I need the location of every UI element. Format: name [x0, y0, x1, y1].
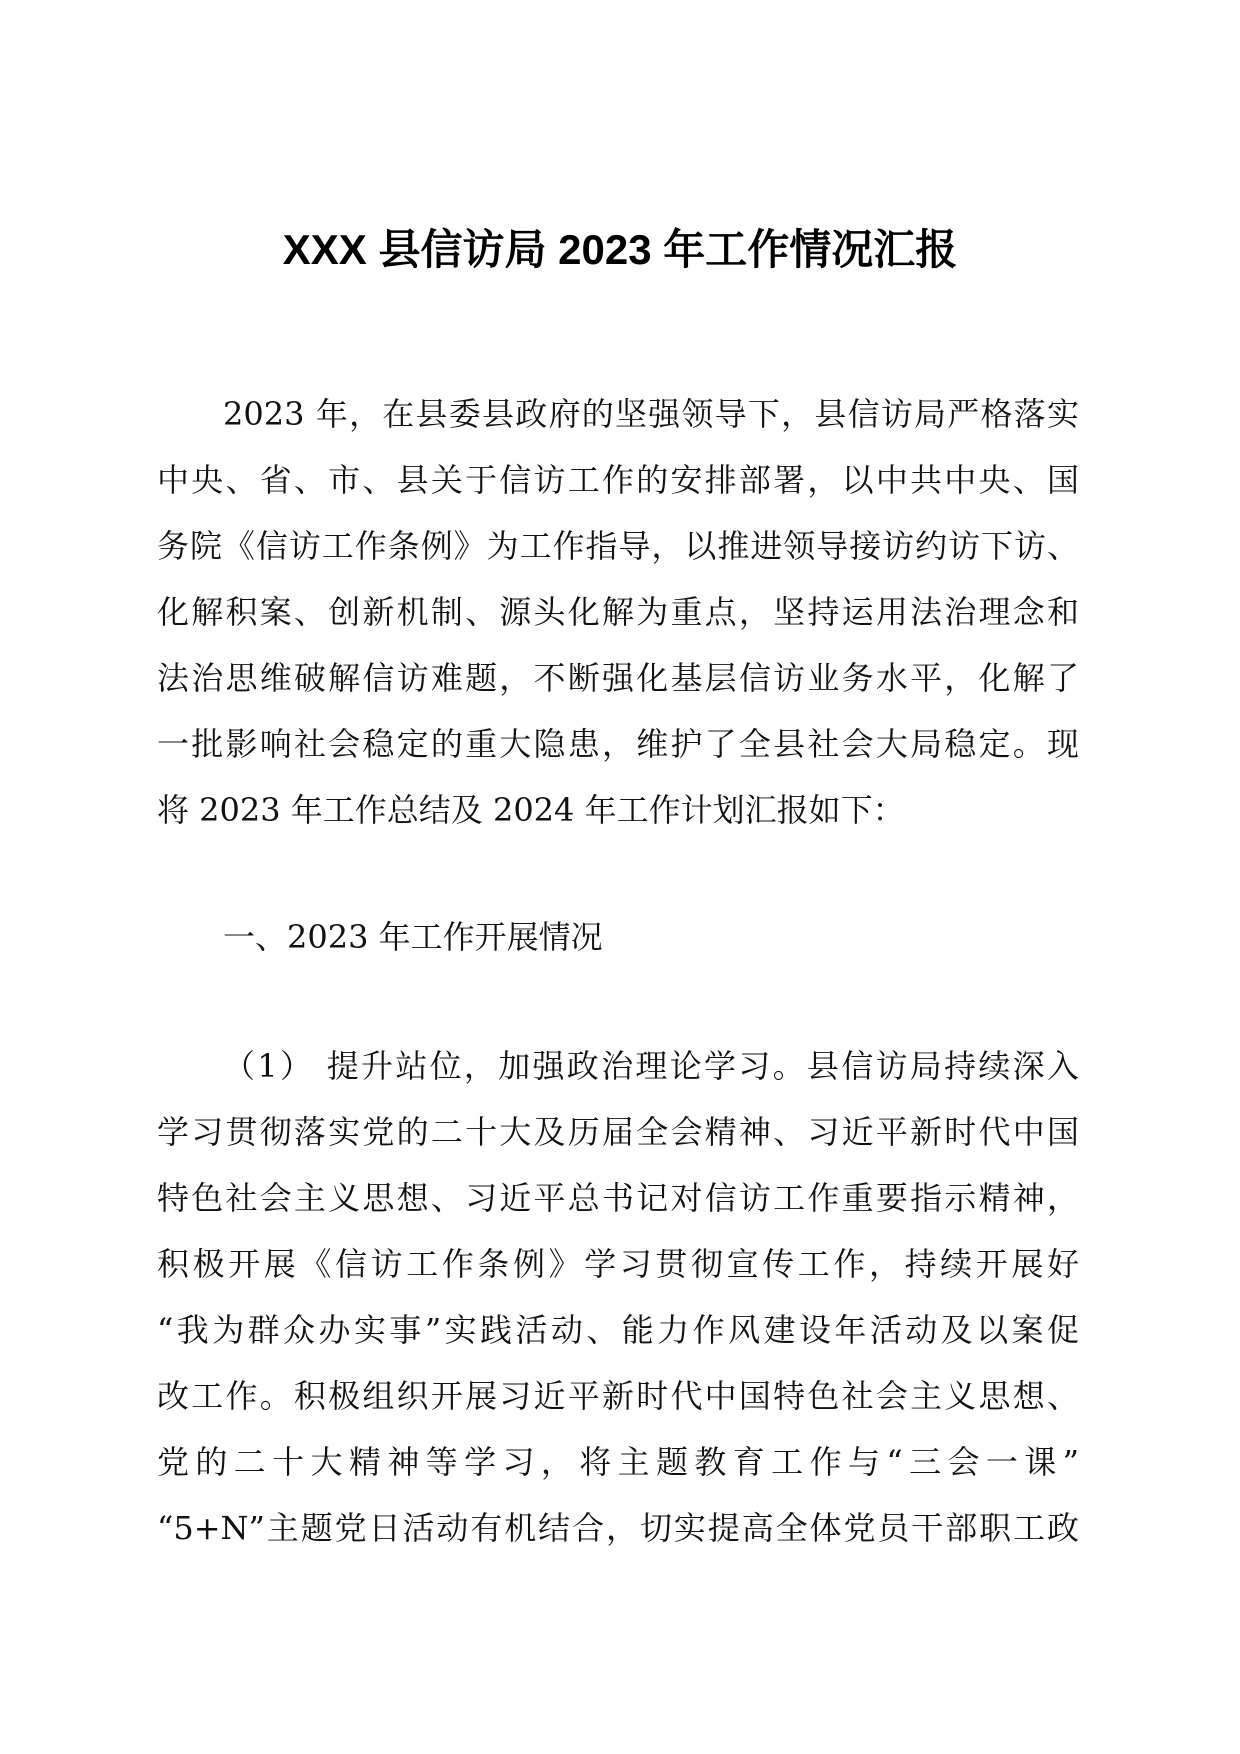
paragraph-line: “5+N”主题党日活动有机结合，切实提高全体党员干部职工政	[157, 1509, 1079, 1547]
paragraph-line: 务院《信访工作条例》为工作指导，以推进领导接访约访下访、	[157, 527, 1079, 565]
paragraph-line: 党的二十大精神等学习，将主题教育工作与“三会一课”	[157, 1443, 1079, 1481]
paragraph-line: “我为群众办实事”实践活动、能力作风建设年活动及以案促	[157, 1311, 1079, 1349]
section-heading: 一、2023 年工作开展情况	[223, 918, 603, 956]
paragraph-line: 特色社会主义思想、习近平总书记对信访工作重要指示精神，	[157, 1179, 1079, 1217]
paragraph-line: 将 2023 年工作总结及 2024 年工作计划汇报如下：	[157, 791, 905, 829]
paragraph-line: （1） 提升站位，加强政治理论学习。县信访局持续深入	[223, 1047, 1079, 1085]
paragraph-line: 积极开展《信访工作条例》学习贯彻宣传工作，持续开展好	[157, 1245, 1079, 1283]
paragraph-line: 化解积案、创新机制、源头化解为重点，坚持运用法治理念和	[157, 593, 1079, 631]
section-item-paragraph	[157, 1033, 1079, 1561]
paragraph-line: 法治思维破解信访难题，不断强化基层信访业务水平，化解了	[157, 659, 1079, 697]
paragraph-line: 2023 年，在县委县政府的坚强领导下，县信访局严格落实	[223, 395, 1079, 433]
document-title: XXX 县信访局 2023 年工作情况汇报	[282, 226, 958, 273]
paragraph-line: 改工作。积极组织开展习近平新时代中国特色社会主义思想、	[157, 1377, 1079, 1415]
paragraph-line: 一批影响社会稳定的重大隐患，维护了全县社会大局稳定。现	[157, 725, 1079, 763]
intro-paragraph	[157, 381, 1079, 843]
paragraph-line: 中央、省、市、县关于信访工作的安排部署，以中共中央、国	[157, 461, 1079, 499]
paragraph-line: 学习贯彻落实党的二十大及历届全会精神、习近平新时代中国	[157, 1113, 1079, 1151]
document-body	[157, 381, 1079, 1561]
